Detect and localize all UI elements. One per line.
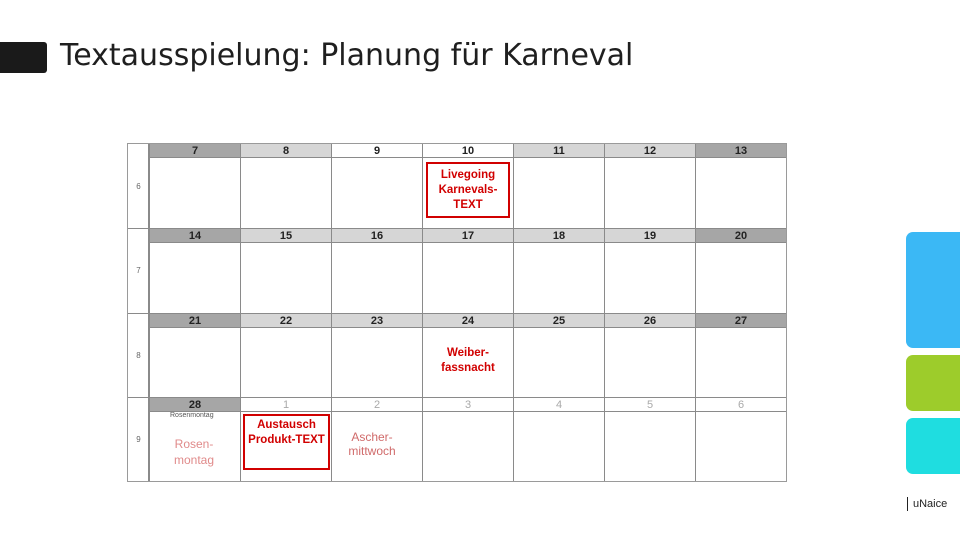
day-number: 11 xyxy=(513,144,604,158)
day-number: 17 xyxy=(422,229,513,243)
day-cell[interactable] xyxy=(604,398,695,481)
day-number: 25 xyxy=(513,314,604,328)
day-number: 8 xyxy=(240,144,331,158)
week-number: 8 xyxy=(136,351,141,360)
day-number: 26 xyxy=(604,314,695,328)
day-cell[interactable] xyxy=(149,229,240,313)
day-number: 13 xyxy=(695,144,786,158)
day-cell[interactable] xyxy=(513,398,604,481)
day-cell[interactable] xyxy=(604,229,695,313)
day-cell[interactable] xyxy=(513,144,604,228)
brand-logo: uNaice xyxy=(907,497,947,511)
day-cell[interactable] xyxy=(695,398,786,481)
day-number: 10 xyxy=(422,144,513,158)
day-cell[interactable] xyxy=(331,314,422,397)
event-rosenmontag[interactable]: Rosen-montag xyxy=(173,437,215,467)
day-number: 3 xyxy=(422,398,513,412)
day-number: 20 xyxy=(695,229,786,243)
side-tab-cyan[interactable] xyxy=(906,418,960,474)
day-number: 4 xyxy=(513,398,604,412)
event-aschermittwoch[interactable]: Ascher-mittwoch xyxy=(348,430,396,458)
day-number: 24 xyxy=(422,314,513,328)
day-cell[interactable] xyxy=(695,314,786,397)
day-number: 28 xyxy=(149,398,240,412)
week-number: 9 xyxy=(136,435,141,444)
week-number: 6 xyxy=(136,182,141,191)
february-calendar xyxy=(127,143,787,482)
day-cell[interactable] xyxy=(240,229,331,313)
slide-title: Textausspielung: Planung für Karneval xyxy=(60,38,634,73)
title-marker xyxy=(0,42,47,73)
day-cell[interactable] xyxy=(695,144,786,228)
day-cell[interactable] xyxy=(149,314,240,397)
day-number: 27 xyxy=(695,314,786,328)
day-number: 23 xyxy=(331,314,422,328)
day-cell[interactable] xyxy=(695,229,786,313)
day-number: 21 xyxy=(149,314,240,328)
day-number: 2 xyxy=(331,398,422,412)
day-number: 6 xyxy=(695,398,786,412)
day-number: 1 xyxy=(240,398,331,412)
day-cell[interactable] xyxy=(149,144,240,228)
rosenmontag-note: Rosenmontag xyxy=(170,412,214,419)
day-cell[interactable] xyxy=(604,144,695,228)
day-cell[interactable] xyxy=(422,229,513,313)
day-number: 14 xyxy=(149,229,240,243)
day-number: 18 xyxy=(513,229,604,243)
event-austausch-produkt[interactable]: Austausch Produkt-TEXT xyxy=(243,414,330,470)
event-weiberfassnacht[interactable]: Weiber-fassnacht xyxy=(441,347,495,374)
day-number: 22 xyxy=(240,314,331,328)
day-number: 12 xyxy=(604,144,695,158)
day-number: 9 xyxy=(331,144,422,158)
day-cell[interactable] xyxy=(513,229,604,313)
event-livegoing-karneval[interactable]: Livegoing Karnevals-TEXT xyxy=(426,162,510,218)
day-number: 15 xyxy=(240,229,331,243)
day-cell[interactable] xyxy=(331,229,422,313)
day-number: 19 xyxy=(604,229,695,243)
day-cell[interactable] xyxy=(513,314,604,397)
side-tab-green[interactable] xyxy=(906,355,960,411)
day-cell[interactable] xyxy=(422,398,513,481)
week-number: 7 xyxy=(136,266,141,275)
day-number: 7 xyxy=(149,144,240,158)
day-number: 5 xyxy=(604,398,695,412)
day-number: 16 xyxy=(331,229,422,243)
day-cell[interactable] xyxy=(240,314,331,397)
day-cell[interactable] xyxy=(331,144,422,228)
day-cell[interactable] xyxy=(240,144,331,228)
day-cell[interactable] xyxy=(604,314,695,397)
side-tab-blue[interactable] xyxy=(906,232,960,348)
